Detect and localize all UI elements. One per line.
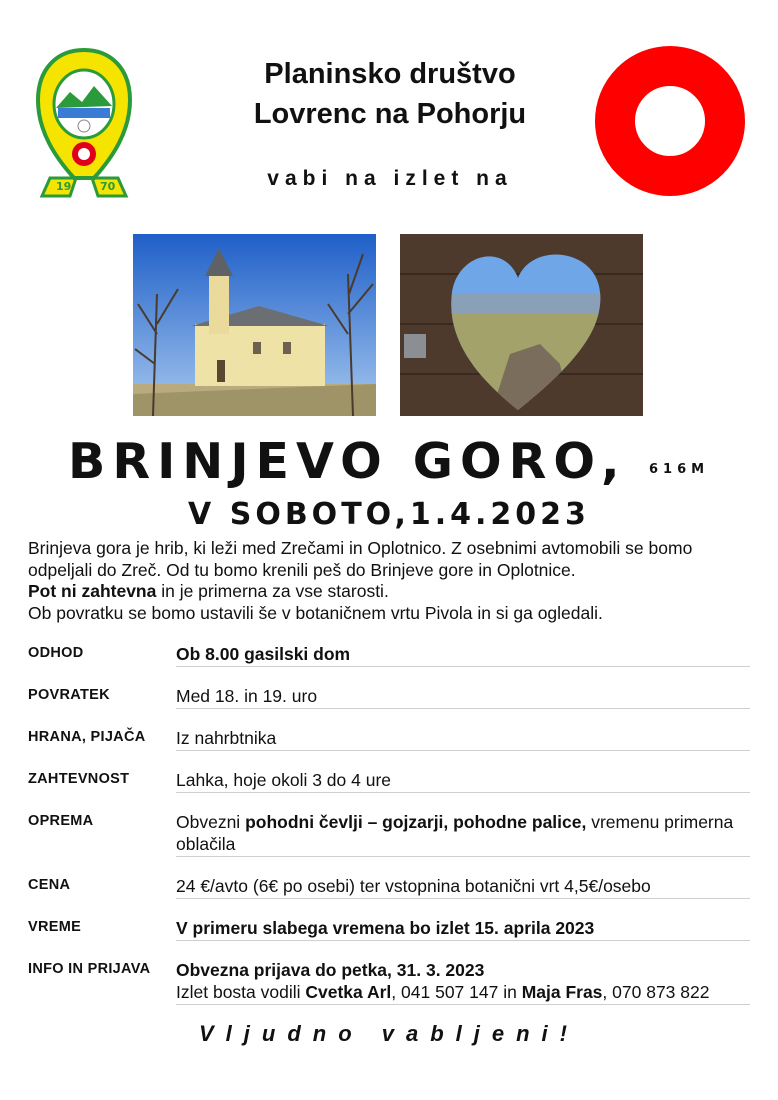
prijava-deadline: Obvezna prijava do petka, 31. 3. 2023	[176, 960, 485, 980]
info-table	[28, 641, 750, 1005]
event-date: V SOBOTO,1.4.2023	[188, 497, 590, 532]
altitude: 616M	[649, 462, 710, 477]
org-name-line1: Planinsko društvo	[264, 58, 516, 90]
label-odhod: ODHOD	[28, 645, 84, 661]
info-row-vreme	[28, 915, 750, 941]
club-logo	[34, 46, 134, 202]
value-vreme	[176, 915, 750, 941]
prijava-l2e: , 070 873 822	[602, 982, 710, 1002]
info-row-oprema	[28, 809, 750, 857]
label-cena: CENA	[28, 877, 71, 893]
prijava-line2	[176, 981, 750, 1003]
logo-year-right: 70	[100, 180, 116, 193]
guide-1-name: Cvetka Arl	[305, 982, 392, 1002]
description-line2-rest: in je primerna za vse starosti.	[156, 581, 389, 601]
label-vreme: VREME	[28, 919, 82, 935]
trail-marker-icon	[594, 45, 746, 197]
info-row-hrana	[28, 725, 750, 751]
prijava-line1	[176, 959, 750, 981]
description	[28, 538, 758, 624]
value-oprema	[176, 809, 750, 857]
church-photo	[133, 234, 376, 416]
guide-2-name: Maja Fras	[521, 982, 603, 1002]
oprema-post: vremenu primerna oblačila	[176, 812, 734, 854]
value-vreme-text: V primeru slabega vremena bo izlet 15. aprila 2023	[176, 918, 595, 938]
description-line2	[28, 581, 758, 603]
value-odhod-text: Ob 8.00 gasilski dom	[176, 644, 351, 664]
label-povratek: POVRATEK	[28, 687, 110, 703]
label-oprema: OPREMA	[28, 813, 94, 829]
oprema-bold: pohodni čevlji – gojzarji, pohodne palice,	[245, 812, 587, 832]
value-zahtevnost: Lahka, hoje okoli 3 do 4 ure	[176, 767, 750, 793]
value-odhod	[176, 641, 750, 667]
destination-title: BRINJEVO GORO,	[68, 433, 627, 490]
org-name-line2: Lovrenc na Pohorju	[253, 98, 527, 130]
value-povratek: Med 18. in 19. uro	[176, 683, 750, 709]
value-prijava	[176, 957, 750, 1005]
label-prijava: INFO IN PRIJAVA	[28, 961, 151, 977]
label-zahtevnost: ZAHTEVNOST	[28, 771, 130, 787]
info-row-odhod	[28, 641, 750, 667]
description-line1: Brinjeva gora je hrib, ki leži med Zrečami in Oplotnico. Z osebnimi avtomobili se bomo odpeljali do Zreč. Od tu bomo krenili peš do Brinjeve gore in Oplotnice.	[28, 538, 693, 580]
heart-window-photo	[400, 234, 643, 416]
value-cena: 24 €/avto (6€ po osebi) ter vstopnina botanični vrt 4,5€/osebo	[176, 873, 750, 899]
closing-text: Vljudno vabljeni!	[198, 1021, 579, 1046]
info-row-cena	[28, 873, 750, 899]
prijava-l2a: Izlet bosta vodili	[176, 982, 306, 1002]
invite-text: vabi na izlet na	[267, 167, 513, 190]
oprema-pre: Obvezni	[176, 812, 246, 832]
logo-year-left: 19	[56, 180, 72, 193]
value-hrana: Iz nahrbtnika	[176, 725, 750, 751]
info-row-povratek	[28, 683, 750, 709]
prijava-l2c: , 041 507 147 in	[391, 982, 522, 1002]
info-row-prijava	[28, 957, 750, 1005]
info-row-zahtevnost	[28, 767, 750, 793]
description-line3: Ob povratku se bomo ustavili še v botaničnem vrtu Pivola in si ga ogledali.	[28, 602, 603, 623]
description-line2-bold: Pot ni zahtevna	[28, 581, 157, 601]
label-hrana: HRANA, PIJAČA	[28, 729, 146, 745]
